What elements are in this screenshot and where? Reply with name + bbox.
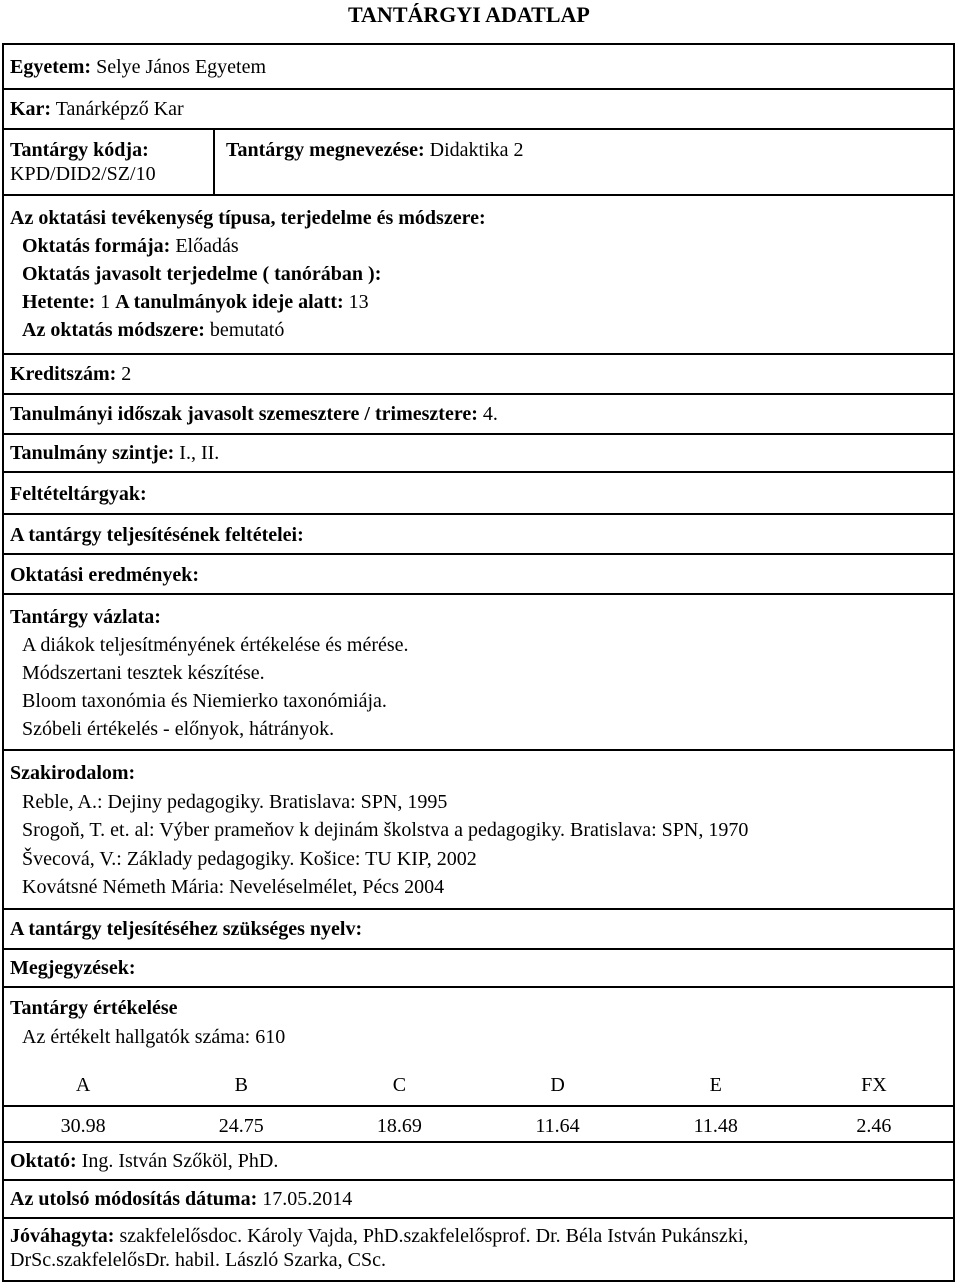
prerequisites-row bbox=[4, 473, 953, 515]
activity-row bbox=[4, 196, 953, 355]
evaluated-count-value: 610 bbox=[255, 1026, 286, 1048]
outline-item: A diákok teljesítményének értékelése és mérése. bbox=[22, 634, 409, 656]
grade-value: 18.69 bbox=[376, 1115, 422, 1137]
conditions-label: A tantárgy teljesítésének feltételei: bbox=[10, 524, 304, 546]
data-sheet-frame bbox=[2, 43, 955, 1282]
modified-label: Az utolsó módosítás dátuma: bbox=[10, 1188, 258, 1210]
outline-row bbox=[4, 595, 953, 751]
approved-line1: szakfelelősdoc. Károly Vajda, PhD.szakfelelősprof. Dr. Béla István Pukánszki, bbox=[119, 1225, 749, 1247]
semester-row bbox=[4, 395, 953, 435]
form-value: Előadás bbox=[175, 235, 239, 257]
outcomes-label: Oktatási eredmények: bbox=[10, 564, 200, 586]
notes-label: Megjegyzések: bbox=[10, 957, 136, 979]
grade-value: 30.98 bbox=[60, 1115, 106, 1137]
grade-value: 2.46 bbox=[856, 1115, 892, 1137]
course-code-value: KPD/DID2/SZ/10 bbox=[10, 163, 156, 185]
approved-line2: DrSc.szakfelelősDr. habil. László Szarka, CSc. bbox=[10, 1249, 387, 1271]
evaluation-row bbox=[4, 988, 953, 1143]
prerequisites-label: Feltételtárgyak: bbox=[10, 483, 147, 505]
course-name-label: Tantárgy megnevezése: bbox=[226, 139, 425, 161]
instructor-value: Ing. István Szőköl, PhD. bbox=[81, 1150, 279, 1172]
evaluation-label: Tantárgy értékelése bbox=[10, 997, 178, 1019]
approved-row bbox=[4, 1219, 953, 1280]
semester-label: Tanulmányi időszak javasolt szemesztere / trimesztere: bbox=[10, 403, 478, 425]
modified-row bbox=[4, 1181, 953, 1219]
form-label: Oktatás formája: bbox=[22, 235, 171, 257]
instructor-label: Oktató: bbox=[10, 1150, 77, 1172]
literature-label: Szakirodalom: bbox=[10, 762, 136, 784]
instructor-row bbox=[4, 1143, 953, 1181]
semester-value: 4. bbox=[482, 403, 498, 425]
document-title: TANTÁRGYI ADATLAP bbox=[348, 2, 590, 27]
grade-header: C bbox=[320, 1066, 478, 1106]
outline-item: Szóbeli értékelés - előnyok, hátrányok. bbox=[22, 718, 335, 740]
grade-value: 11.48 bbox=[693, 1115, 738, 1137]
course-row bbox=[4, 130, 953, 196]
faculty-label: Kar: bbox=[10, 98, 52, 120]
grade-header: D bbox=[478, 1066, 636, 1106]
grade-value: 24.75 bbox=[218, 1115, 264, 1137]
activity-heading: Az oktatási tevékenység típusa, terjedelme és módszere: bbox=[10, 207, 486, 229]
grade-header-row bbox=[4, 1066, 953, 1106]
course-code-label: Tantárgy kódja: bbox=[10, 139, 149, 161]
university-row bbox=[4, 45, 953, 90]
grade-value-row bbox=[4, 1106, 953, 1146]
grade-header: B bbox=[162, 1066, 320, 1106]
approved-label: Jóváhagyta: bbox=[10, 1225, 115, 1247]
faculty-row bbox=[4, 90, 953, 130]
level-row bbox=[4, 435, 953, 473]
outline-item: Módszertani tesztek készítése. bbox=[22, 662, 265, 684]
weekly-value: 1 bbox=[100, 291, 111, 313]
level-label: Tanulmány szintje: bbox=[10, 442, 175, 464]
literature-row bbox=[4, 751, 953, 910]
level-value: I., II. bbox=[179, 442, 220, 464]
grade-table bbox=[4, 1066, 953, 1146]
weekly-label: Hetente: bbox=[22, 291, 96, 313]
credits-row bbox=[4, 355, 953, 395]
literature-item: Reble, A.: Dejiny pedagogiky. Bratislava: SPN, 1995 bbox=[22, 790, 448, 813]
language-label: A tantárgy teljesítéséhez szükséges nyelv: bbox=[10, 918, 363, 940]
evaluated-count-label: Az értékelt hallgatók száma: bbox=[22, 1026, 251, 1048]
language-row bbox=[4, 910, 953, 950]
outline-label: Tantárgy vázlata: bbox=[10, 606, 161, 628]
modified-value: 17.05.2014 bbox=[262, 1188, 353, 1210]
literature-item: Kovátsné Németh Mária: Neveléselmélet, Pécs 2004 bbox=[22, 876, 445, 898]
notes-row bbox=[4, 950, 953, 988]
scope-label: Oktatás javasolt terjedelme ( tanórában ): bbox=[22, 263, 382, 285]
conditions-row bbox=[4, 515, 953, 555]
course-row-divider bbox=[213, 130, 215, 194]
grade-header: A bbox=[4, 1066, 162, 1106]
outline-item: Bloom taxonómia és Niemierko taxonómiája. bbox=[22, 690, 387, 712]
credits-value: 2 bbox=[121, 363, 132, 385]
literature-item: Srogoň, T. et. al: Výber prameňov k dejinám školstva a pedagogiky. Bratislava: SPN, 1970 bbox=[22, 819, 749, 841]
period-value: 13 bbox=[348, 291, 369, 313]
method-label: Az oktatás módszere: bbox=[22, 319, 205, 341]
literature-item: Švecová, V.: Základy pedagogiky. Košice: TU KIP, 2002 bbox=[22, 847, 477, 870]
grade-value: 11.64 bbox=[535, 1115, 580, 1137]
method-value: bemutató bbox=[209, 319, 285, 341]
credits-label: Kreditszám: bbox=[10, 363, 117, 385]
faculty-value: Tanárképző Kar bbox=[55, 98, 184, 120]
grade-header: FX bbox=[795, 1066, 953, 1106]
university-value: Selye János Egyetem bbox=[96, 56, 267, 78]
outcomes-row bbox=[4, 555, 953, 595]
university-label: Egyetem: bbox=[10, 56, 92, 78]
course-name-value: Didaktika 2 bbox=[429, 139, 524, 161]
grade-header: E bbox=[637, 1066, 795, 1106]
period-label: A tanulmányok ideje alatt: bbox=[115, 291, 344, 313]
